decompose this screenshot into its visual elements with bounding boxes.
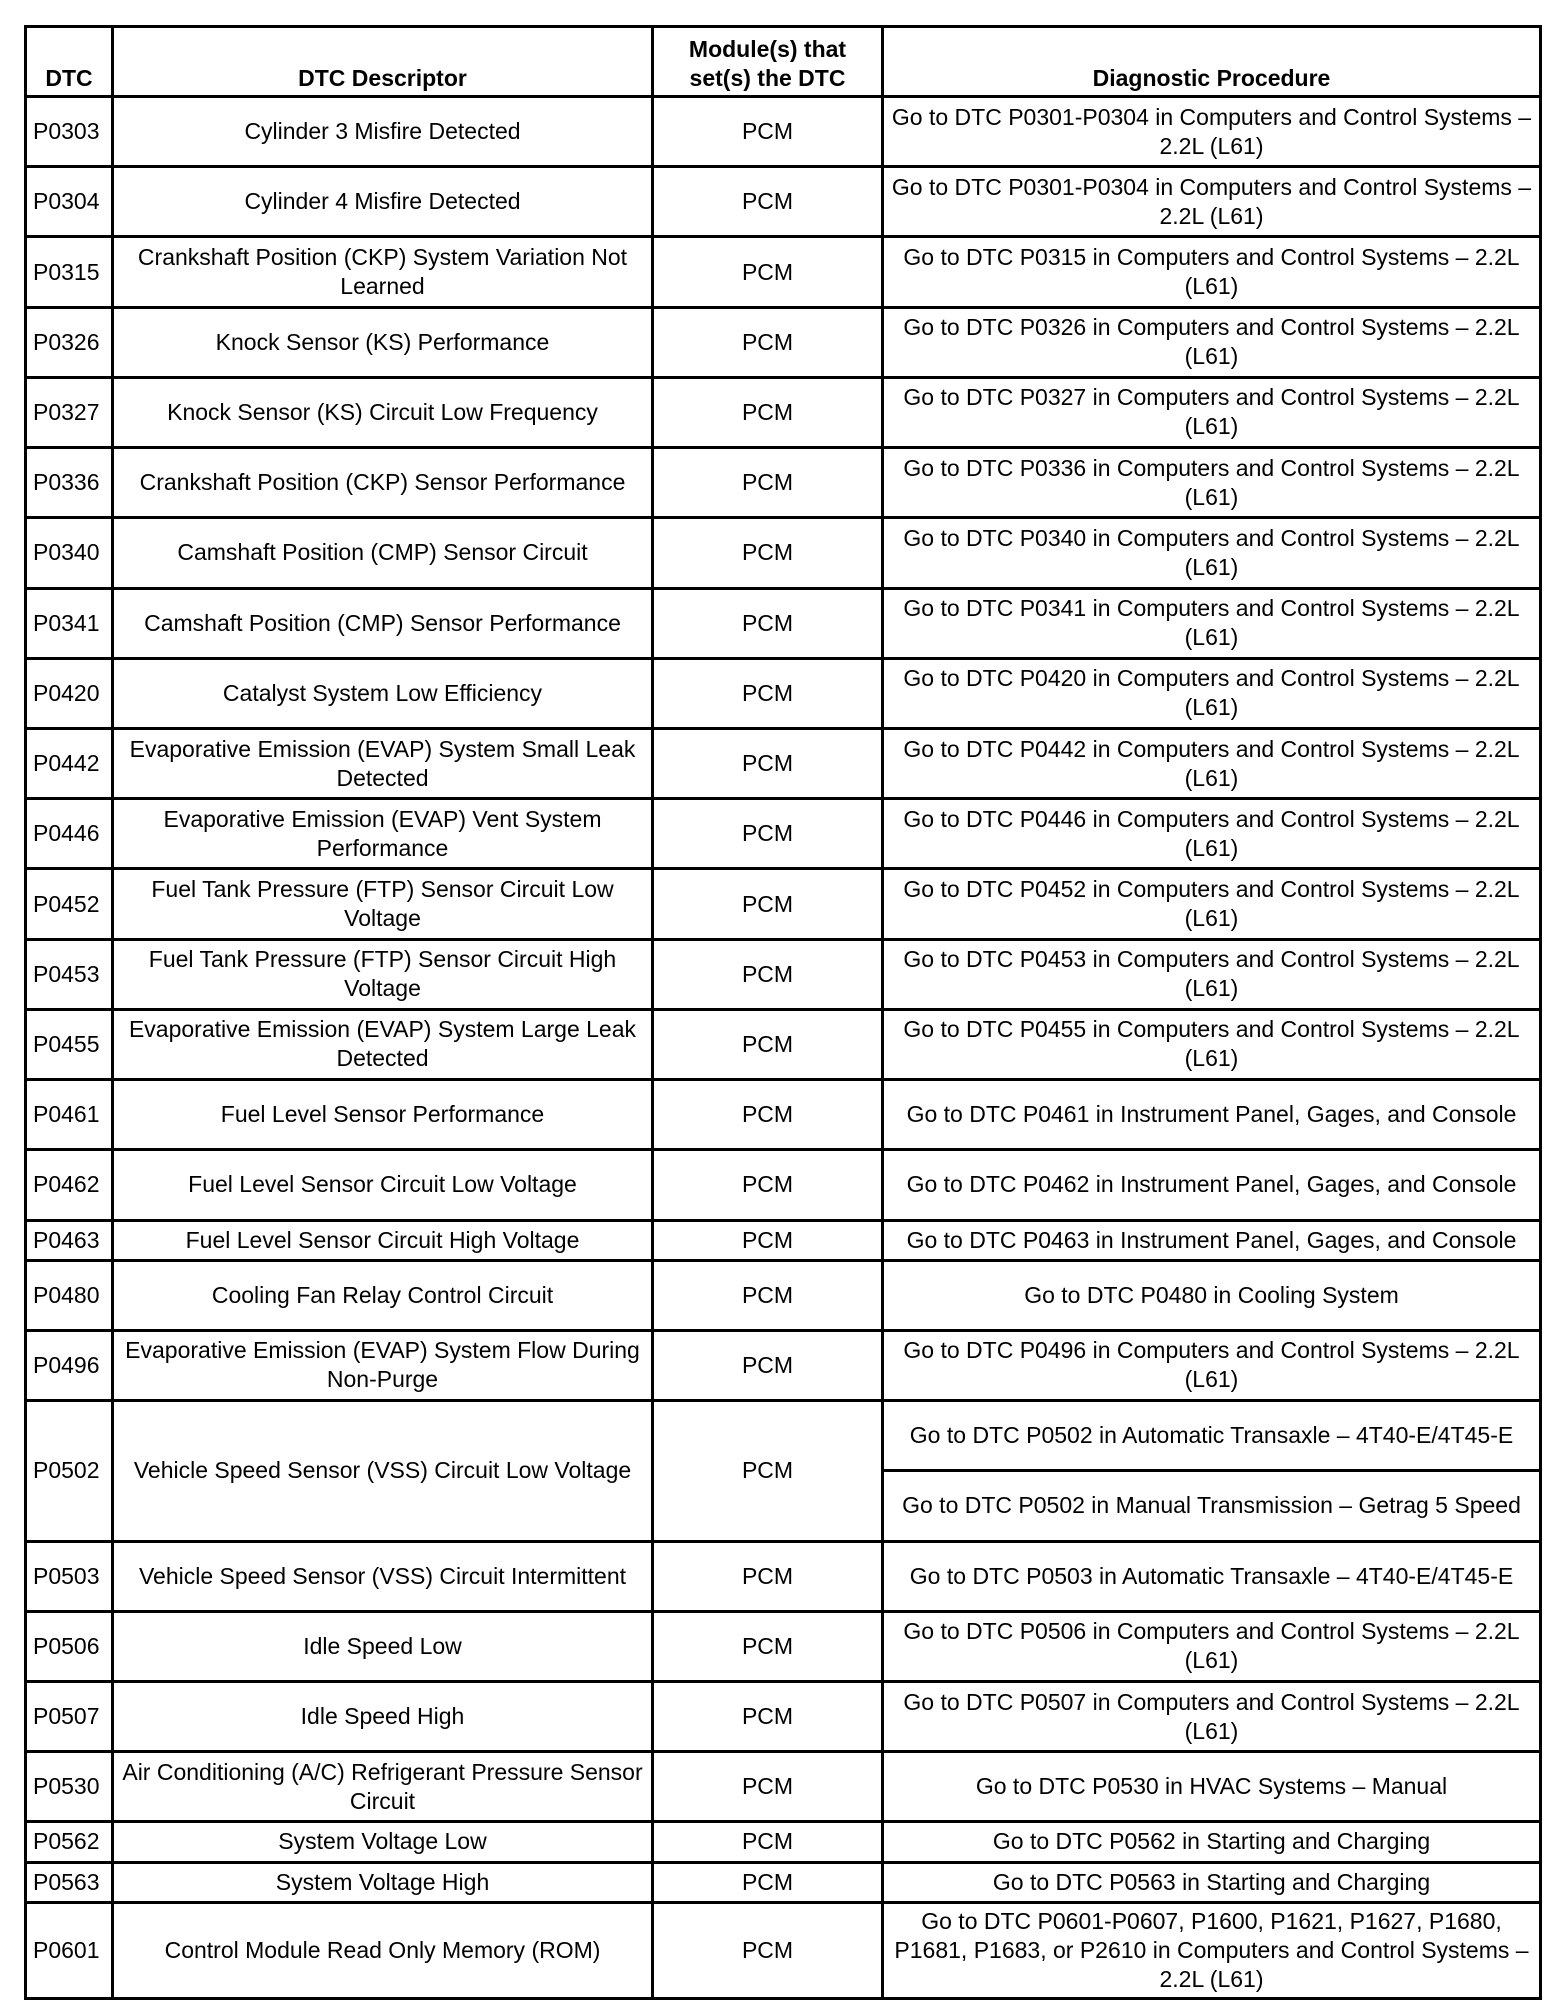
dtc-descriptor: System Voltage Low	[113, 1822, 653, 1862]
dtc-module: PCM	[653, 1150, 883, 1220]
dtc-code: P0420	[26, 658, 113, 728]
dtc-module: PCM	[653, 448, 883, 518]
dtc-module: PCM	[653, 1902, 883, 1998]
table-row	[26, 658, 1541, 728]
table-row	[26, 1541, 1541, 1611]
table-row	[26, 1009, 1541, 1079]
table-row	[26, 1862, 1541, 1902]
dtc-module: PCM	[653, 1752, 883, 1822]
dtc-code: P0326	[26, 307, 113, 377]
header-module: Module(s) that set(s) the DTC	[653, 27, 883, 97]
table-row	[26, 97, 1541, 167]
diagnostic-procedure: Go to DTC P0301-P0304 in Computers and Control Systems – 2.2L (L61)	[883, 97, 1541, 167]
dtc-module: PCM	[653, 799, 883, 869]
dtc-code: P0496	[26, 1330, 113, 1400]
table-row	[26, 1260, 1541, 1330]
dtc-module: PCM	[653, 1822, 883, 1862]
dtc-descriptor: Idle Speed High	[113, 1681, 653, 1751]
dtc-module: PCM	[653, 728, 883, 798]
diagnostic-procedure: Go to DTC P0452 in Computers and Control Systems – 2.2L (L61)	[883, 869, 1541, 939]
diagnostic-procedure: Go to DTC P0480 in Cooling System	[883, 1260, 1541, 1330]
dtc-code: P0563	[26, 1862, 113, 1902]
header-procedure: Diagnostic Procedure	[883, 27, 1541, 97]
dtc-code: P0336	[26, 448, 113, 518]
dtc-descriptor: Fuel Tank Pressure (FTP) Sensor Circuit High Voltage	[113, 939, 653, 1009]
diagnostic-procedure: Go to DTC P0340 in Computers and Control Systems – 2.2L (L61)	[883, 518, 1541, 588]
table-row	[26, 377, 1541, 447]
dtc-code: P0446	[26, 799, 113, 869]
diagnostic-procedure: Go to DTC P0461 in Instrument Panel, Gages, and Console	[883, 1080, 1541, 1150]
table-row	[26, 1822, 1541, 1862]
dtc-code: P0461	[26, 1080, 113, 1150]
dtc-code: P0327	[26, 377, 113, 447]
table-row	[26, 1611, 1541, 1681]
dtc-module: PCM	[653, 658, 883, 728]
dtc-code: P0452	[26, 869, 113, 939]
table-body	[26, 97, 1541, 1999]
dtc-descriptor: Air Conditioning (A/C) Refrigerant Pressure Sensor Circuit	[113, 1752, 653, 1822]
dtc-code: P0315	[26, 237, 113, 307]
dtc-module: PCM	[653, 1401, 883, 1541]
table-row	[26, 307, 1541, 377]
diagnostic-procedure: Go to DTC P0455 in Computers and Control Systems – 2.2L (L61)	[883, 1009, 1541, 1079]
dtc-descriptor: Cylinder 4 Misfire Detected	[113, 167, 653, 237]
dtc-module: PCM	[653, 1862, 883, 1902]
dtc-descriptor: Fuel Tank Pressure (FTP) Sensor Circuit Low Voltage	[113, 869, 653, 939]
dtc-code: P0462	[26, 1150, 113, 1220]
diagnostic-procedure: Go to DTC P0420 in Computers and Control Systems – 2.2L (L61)	[883, 658, 1541, 728]
dtc-descriptor: Idle Speed Low	[113, 1611, 653, 1681]
header-descriptor: DTC Descriptor	[113, 27, 653, 97]
dtc-code: P0303	[26, 97, 113, 167]
dtc-descriptor: Crankshaft Position (CKP) Sensor Performance	[113, 448, 653, 518]
diagnostic-procedure: Go to DTC P0453 in Computers and Control Systems – 2.2L (L61)	[883, 939, 1541, 1009]
dtc-descriptor: Fuel Level Sensor Circuit Low Voltage	[113, 1150, 653, 1220]
table-row	[26, 1681, 1541, 1751]
dtc-module: PCM	[653, 1220, 883, 1260]
dtc-module: PCM	[653, 1611, 883, 1681]
dtc-descriptor: Camshaft Position (CMP) Sensor Circuit	[113, 518, 653, 588]
table-row	[26, 728, 1541, 798]
dtc-descriptor: Control Module Read Only Memory (ROM)	[113, 1902, 653, 1998]
diagnostic-procedure: Go to DTC P0601-P0607, P1600, P1621, P1627, P1680, P1681, P1683, or P2610 in Computers and Control Systems – 2.2L (L61)	[883, 1902, 1541, 1998]
table-row	[26, 237, 1541, 307]
dtc-code: P0480	[26, 1260, 113, 1330]
dtc-code: P0507	[26, 1681, 113, 1751]
dtc-code: P0341	[26, 588, 113, 658]
diagnostic-procedure: Go to DTC P0301-P0304 in Computers and Control Systems – 2.2L (L61)	[883, 167, 1541, 237]
dtc-code: P0453	[26, 939, 113, 1009]
diagnostic-procedure: Go to DTC P0315 in Computers and Control Systems – 2.2L (L61)	[883, 237, 1541, 307]
dtc-module: PCM	[653, 939, 883, 1009]
diagnostic-procedure: Go to DTC P0446 in Computers and Control Systems – 2.2L (L61)	[883, 799, 1541, 869]
dtc-module: PCM	[653, 97, 883, 167]
diagnostic-procedure: Go to DTC P0442 in Computers and Control Systems – 2.2L (L61)	[883, 728, 1541, 798]
table-row	[26, 167, 1541, 237]
dtc-module: PCM	[653, 518, 883, 588]
diagnostic-procedure: Go to DTC P0507 in Computers and Control Systems – 2.2L (L61)	[883, 1681, 1541, 1751]
dtc-module: PCM	[653, 237, 883, 307]
header-row	[26, 27, 1541, 97]
dtc-descriptor: Catalyst System Low Efficiency	[113, 658, 653, 728]
dtc-descriptor: System Voltage High	[113, 1862, 653, 1902]
dtc-descriptor: Cooling Fan Relay Control Circuit	[113, 1260, 653, 1330]
table-row	[26, 1902, 1541, 1998]
dtc-descriptor: Evaporative Emission (EVAP) System Flow During Non-Purge	[113, 1330, 653, 1400]
dtc-module: PCM	[653, 869, 883, 939]
header-dtc: DTC	[26, 27, 113, 97]
dtc-descriptor: Evaporative Emission (EVAP) System Small Leak Detected	[113, 728, 653, 798]
dtc-descriptor: Knock Sensor (KS) Performance	[113, 307, 653, 377]
table-row	[26, 1150, 1541, 1220]
dtc-module: PCM	[653, 1541, 883, 1611]
diagnostic-procedure: Go to DTC P0496 in Computers and Control Systems – 2.2L (L61)	[883, 1330, 1541, 1400]
dtc-descriptor: Cylinder 3 Misfire Detected	[113, 97, 653, 167]
diagnostic-procedure: Go to DTC P0502 in Automatic Transaxle – 4T40-E/4T45-E	[883, 1401, 1541, 1471]
dtc-descriptor: Vehicle Speed Sensor (VSS) Circuit Intermittent	[113, 1541, 653, 1611]
diagnostic-procedure: Go to DTC P0562 in Starting and Charging	[883, 1822, 1541, 1862]
table-row	[26, 799, 1541, 869]
table-row	[26, 448, 1541, 518]
dtc-descriptor: Fuel Level Sensor Performance	[113, 1080, 653, 1150]
dtc-descriptor: Evaporative Emission (EVAP) System Large Leak Detected	[113, 1009, 653, 1079]
diagnostic-procedure: Go to DTC P0530 in HVAC Systems – Manual	[883, 1752, 1541, 1822]
dtc-descriptor: Vehicle Speed Sensor (VSS) Circuit Low Voltage	[113, 1401, 653, 1541]
diagnostic-procedure: Go to DTC P0506 in Computers and Control Systems – 2.2L (L61)	[883, 1611, 1541, 1681]
dtc-module: PCM	[653, 167, 883, 237]
dtc-code: P0506	[26, 1611, 113, 1681]
dtc-code: P0463	[26, 1220, 113, 1260]
diagnostic-procedure: Go to DTC P0462 in Instrument Panel, Gages, and Console	[883, 1150, 1541, 1220]
dtc-code: P0530	[26, 1752, 113, 1822]
dtc-code: P0562	[26, 1822, 113, 1862]
diagnostic-procedure: Go to DTC P0341 in Computers and Control Systems – 2.2L (L61)	[883, 588, 1541, 658]
table-row	[26, 869, 1541, 939]
dtc-module: PCM	[653, 1080, 883, 1150]
dtc-descriptor: Fuel Level Sensor Circuit High Voltage	[113, 1220, 653, 1260]
table-row	[26, 939, 1541, 1009]
dtc-descriptor: Knock Sensor (KS) Circuit Low Frequency	[113, 377, 653, 447]
dtc-descriptor: Camshaft Position (CMP) Sensor Performance	[113, 588, 653, 658]
dtc-module: PCM	[653, 1009, 883, 1079]
dtc-module: PCM	[653, 1330, 883, 1400]
diagnostic-procedure: Go to DTC P0563 in Starting and Charging	[883, 1862, 1541, 1902]
diagnostic-procedure: Go to DTC P0336 in Computers and Control Systems – 2.2L (L61)	[883, 448, 1541, 518]
dtc-code: P0502	[26, 1401, 113, 1541]
diagnostic-procedure: Go to DTC P0502 in Manual Transmission – Getrag 5 Speed	[883, 1471, 1541, 1541]
table-row	[26, 1401, 1541, 1471]
diagnostic-procedure: Go to DTC P0326 in Computers and Control Systems – 2.2L (L61)	[883, 307, 1541, 377]
dtc-code: P0304	[26, 167, 113, 237]
dtc-module: PCM	[653, 377, 883, 447]
dtc-code: P0503	[26, 1541, 113, 1611]
table-row	[26, 588, 1541, 658]
table-row	[26, 518, 1541, 588]
dtc-descriptor: Evaporative Emission (EVAP) Vent System Performance	[113, 799, 653, 869]
diagnostic-procedure: Go to DTC P0463 in Instrument Panel, Gages, and Console	[883, 1220, 1541, 1260]
diagnostic-procedure: Go to DTC P0503 in Automatic Transaxle – 4T40-E/4T45-E	[883, 1541, 1541, 1611]
table-row	[26, 1330, 1541, 1400]
table-row	[26, 1752, 1541, 1822]
table-row	[26, 1080, 1541, 1150]
dtc-module: PCM	[653, 307, 883, 377]
dtc-code: P0601	[26, 1902, 113, 1998]
dtc-code: P0340	[26, 518, 113, 588]
dtc-table	[24, 25, 1542, 2000]
dtc-module: PCM	[653, 1681, 883, 1751]
dtc-module: PCM	[653, 588, 883, 658]
dtc-module: PCM	[653, 1260, 883, 1330]
dtc-descriptor: Crankshaft Position (CKP) System Variation Not Learned	[113, 237, 653, 307]
dtc-code: P0442	[26, 728, 113, 798]
table-row	[26, 1220, 1541, 1260]
diagnostic-procedure: Go to DTC P0327 in Computers and Control Systems – 2.2L (L61)	[883, 377, 1541, 447]
dtc-code: P0455	[26, 1009, 113, 1079]
